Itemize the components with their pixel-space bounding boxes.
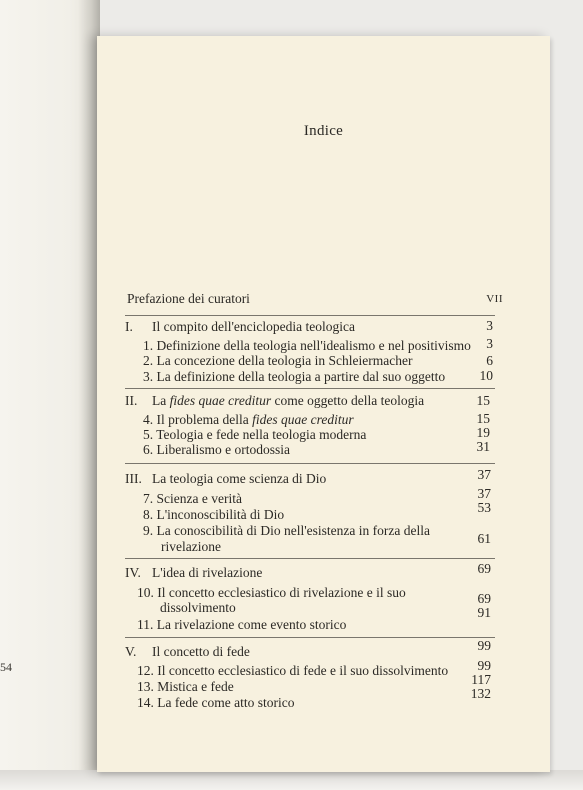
chapter-page: 15 <box>476 393 490 408</box>
index-page <box>97 36 550 772</box>
section-entry <box>143 412 354 427</box>
divider <box>125 463 495 464</box>
chapter-number: V. <box>125 644 137 659</box>
section-label: 2. La concezione della teologia in Schleiermacher <box>143 353 413 368</box>
chapter-number: IV. <box>125 565 141 580</box>
chapter-number: II. <box>125 393 138 408</box>
background-surface <box>0 770 583 790</box>
section-page: 117 <box>471 672 491 687</box>
section-label: 13. Mistica e fede <box>137 679 234 694</box>
section-page: 19 <box>476 425 490 440</box>
section-entry <box>143 491 242 506</box>
section-label: 6. Liberalismo e ortodossia <box>143 442 290 457</box>
chapter-title-part: come oggetto della teologia <box>271 393 425 408</box>
divider <box>125 388 495 389</box>
section-label: 11. La rivelazione come evento storico <box>137 617 347 632</box>
section-entry <box>143 523 430 538</box>
section-label: 5. Teologia e fede nella teologia moderna <box>143 427 367 442</box>
section-page: 61 <box>477 531 491 546</box>
chapter-title: L'idea di rivelazione <box>152 565 263 580</box>
section-page: 6 <box>486 353 493 368</box>
chapter-page: 99 <box>477 638 491 653</box>
chapter-entry <box>125 471 327 486</box>
section-label: 14. La fede come atto storico <box>137 695 295 710</box>
page-title: Indice <box>303 123 344 139</box>
chapter-title: Il concetto di fede <box>152 644 250 659</box>
section-entry <box>143 427 366 442</box>
section-entry-continued <box>161 539 221 554</box>
section-page: 53 <box>477 500 491 515</box>
section-entry <box>143 369 445 384</box>
chapter-title: Il compito dell'enciclopedia teologica <box>152 319 355 334</box>
section-label: 8. L'inconoscibilità di Dio <box>143 507 285 522</box>
preface-page: VII <box>486 293 503 305</box>
section-label: 12. Il concetto ecclesiastico di fede e il suo dissolvimento <box>137 663 449 678</box>
section-page: 3 <box>486 336 493 351</box>
section-page: 91 <box>477 605 491 620</box>
section-label: 1. Definizione della teologia nell'idealismo e nel positivismo <box>143 338 471 353</box>
section-entry <box>137 617 346 632</box>
divider <box>125 637 495 638</box>
chapter-title-italic: fides quae creditur <box>169 393 272 408</box>
section-entry <box>137 695 294 710</box>
section-label: 9. La conoscibilità di Dio nell'esistenza in forza della <box>143 523 430 538</box>
section-entry <box>143 338 471 353</box>
chapter-page: 3 <box>486 318 493 333</box>
chapter-page: 69 <box>477 561 491 576</box>
preface-label: Prefazione dei curatori <box>127 291 250 306</box>
section-label-italic: fides quae creditur <box>252 412 354 427</box>
chapter-title-part: La <box>152 393 170 408</box>
section-label: 3. La definizione della teologia a partire dal suo oggetto <box>143 369 446 384</box>
section-label: dissolvimento <box>160 600 236 615</box>
chapter-entry <box>125 644 250 659</box>
section-page: 10 <box>479 368 493 383</box>
section-page: 31 <box>476 439 490 454</box>
section-entry-continued <box>160 600 236 615</box>
section-page: 132 <box>470 686 491 701</box>
section-entry <box>137 663 448 678</box>
chapter-number: III. <box>125 471 142 486</box>
section-page: 69 <box>477 591 491 606</box>
chapter-title <box>152 393 424 408</box>
section-page: 37 <box>477 486 491 501</box>
chapter-entry <box>125 393 425 408</box>
divider <box>125 558 495 559</box>
section-label: 10. Il concetto ecclesiastico di rivelazione e il suo <box>137 585 406 600</box>
chapter-title: La teologia come scienza di Dio <box>152 471 327 486</box>
section-entry <box>137 585 406 600</box>
previous-page-number: 54 <box>0 660 12 674</box>
section-entry <box>137 679 234 694</box>
chapter-entry <box>125 319 355 334</box>
section-page: 99 <box>477 658 491 673</box>
section-entry <box>143 442 290 457</box>
section-label: rivelazione <box>161 539 221 554</box>
section-label: 7. Scienza e verità <box>143 491 242 506</box>
previous-page <box>0 0 100 790</box>
section-label: 4. Il problema della <box>143 412 253 427</box>
chapter-entry <box>125 565 263 580</box>
chapter-page: 37 <box>477 467 491 482</box>
chapter-number: I. <box>125 319 133 334</box>
section-entry <box>143 353 413 368</box>
section-entry <box>143 507 284 522</box>
section-page: 15 <box>476 411 490 426</box>
divider <box>125 315 495 316</box>
